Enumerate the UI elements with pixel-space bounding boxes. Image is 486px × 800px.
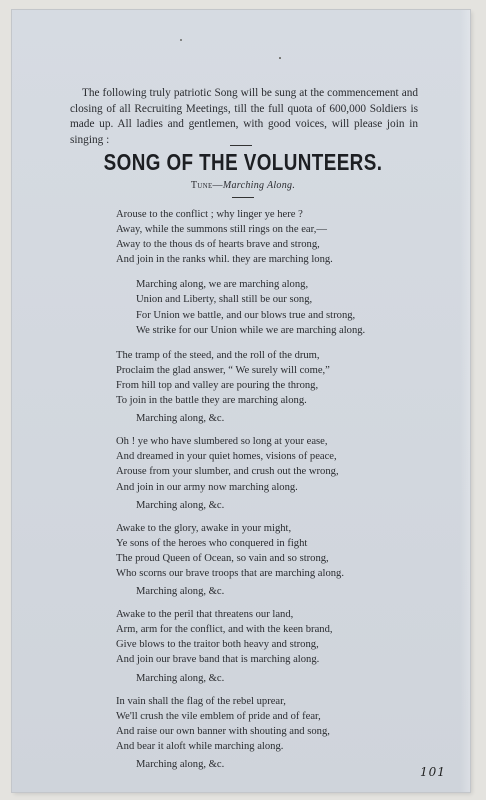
chorus-line: Union and Liberty, shall still be our song, <box>136 294 313 306</box>
ink-speck <box>279 57 281 59</box>
verse-line: The tramp of the steed, and the roll of the drum, <box>116 349 320 361</box>
refrain: Marching along, &c. <box>136 413 225 425</box>
verse-line: We'll crush the vile emblem of pride and of fear, <box>116 710 321 722</box>
refrain: Marching along, &c. <box>136 586 225 598</box>
page-edge <box>460 10 470 792</box>
verse-line: Give blows to the traitor both heavy and strong, <box>116 639 319 651</box>
page-number: 101 <box>420 765 446 779</box>
tune-label: Tune <box>190 180 213 191</box>
ink-speck <box>180 39 182 41</box>
verse-line: Away to the thous ds of hearts brave and strong, <box>116 239 320 251</box>
verse-line: Away, while the summons still rings on the ear,— <box>116 224 327 236</box>
verse-line: And join our brave band that is marching along. <box>116 654 320 666</box>
verse-line: Arm, arm for the conflict, and with the keen brand, <box>116 624 333 636</box>
verse-line: Ye sons of the heroes who conquered in fight <box>116 537 308 549</box>
song-title: SONG OF THE VOLUNTEERS. <box>103 149 383 175</box>
tune-dash: — <box>212 180 223 191</box>
verse-line: And bear it aloft while marching along. <box>116 740 284 752</box>
tune-rule <box>232 197 254 198</box>
song-body <box>116 207 456 780</box>
verse-line: In vain shall the flag of the rebel uprear, <box>116 695 286 707</box>
verse-line: The proud Queen of Ocean, so vain and so strong, <box>116 552 329 564</box>
verse-line: Arouse to the conflict ; why linger ye here ? <box>116 209 303 220</box>
verse-line: Arouse from your slumber, and crush out the wrong, <box>116 466 339 478</box>
verse-line: And join in our army now marching along. <box>116 481 298 493</box>
verse-5 <box>116 607 456 667</box>
refrain: Marching along, &c. <box>136 759 225 770</box>
verse-line: And dreamed in your quiet homes, visions of peace, <box>116 451 337 463</box>
chorus-line: Marching along, we are marching along, <box>136 279 309 291</box>
chorus-line: We strike for our Union while we are marching along. <box>136 324 366 336</box>
title-rule-top <box>230 145 252 146</box>
tune-name: Marching Along. <box>222 180 296 191</box>
verse-6 <box>116 694 456 754</box>
intro-paragraph: The following truly patriotic Song will be sung at the commencement and closing of all Recruiting Meetings, till the full quota of 600,000 Soldiers is made up. All ladies and gentlemen, with good voices, will please join in singing : <box>70 87 418 147</box>
chorus-line: For Union we battle, and our blows true and strong, <box>136 309 356 321</box>
verse-line: From hill top and valley are pouring the throng, <box>116 379 319 391</box>
refrain: Marching along, &c. <box>136 499 225 511</box>
verse-line: Awake to the peril that threatens our land, <box>116 609 294 621</box>
verse-1 <box>116 207 456 267</box>
verse-line: Oh ! ye who have slumbered so long at your ease, <box>116 436 328 448</box>
verse-2 <box>116 348 456 408</box>
verse-line: And join in the ranks whil. they are marching long. <box>116 254 333 266</box>
verse-line: Proclaim the glad answer, “ We surely will come,” <box>116 364 330 376</box>
tune-line <box>0 180 486 191</box>
refrain: Marching along, &c. <box>136 672 225 684</box>
chorus <box>116 277 456 337</box>
verse-line: Awake to the glory, awake in your might, <box>116 522 292 534</box>
verse-3 <box>116 434 456 494</box>
verse-line: Who scorns our brave troops that are marching along. <box>116 567 344 579</box>
verse-4 <box>116 521 456 581</box>
verse-line: And raise our own banner with shouting and song, <box>116 725 330 737</box>
verse-line: To join in the battle they are marching along. <box>116 395 307 407</box>
